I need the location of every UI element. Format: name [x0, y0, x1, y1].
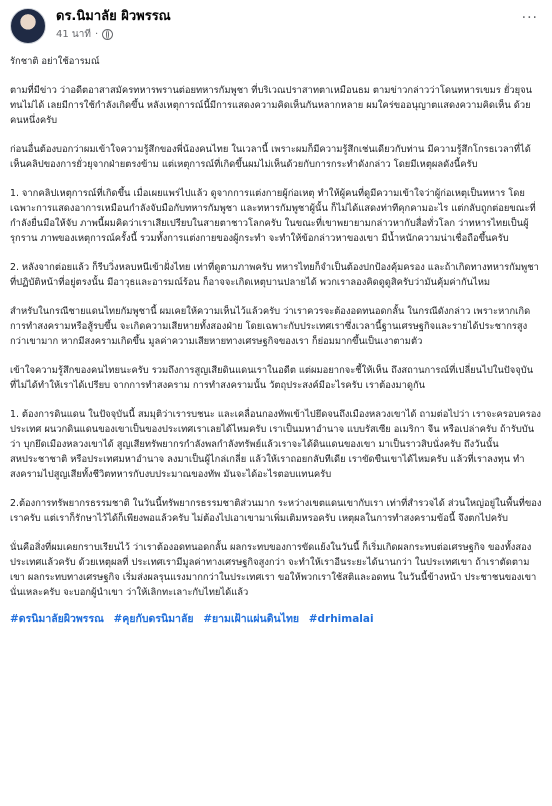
- post-body: [10, 54, 542, 600]
- post-paragraph: 2.ต้องการทรัพยากรธรรมชาติ ในวันนี้ทรัพยากรธรรมชาติส่วนมาก ระหว่างเขตแดนเขากับเรา เท่าที่สำรวจได้ ส่วนใหญ่อยู่ในพื้นที่ของเราครับ แต่เราก็รักษาไว้ได้ก็เพียงพอแล้วครับ ไม่ต้องไปเอาเขามาเพิ่มเติมหรอครับ เหตุผลในการทำสงครามข้อนี้ จึงตกไปครับ: [10, 498, 542, 524]
- avatar[interactable]: [10, 8, 46, 44]
- separator-dot: ·: [94, 29, 99, 40]
- hashtags: [10, 610, 542, 627]
- hashtag-link[interactable]: #drhimalai: [308, 613, 374, 625]
- post-paragraph: 1. จากคลิปเหตุการณ์ที่เกิดขึ้น เมื่อเผยแพร่ไปแล้ว ดูจากการแต่งกายผู้ก่อเหตุ ทำให้ผู้คนที่ดูมีความเข้าใจว่าผู้ก่อเหตุเป็นทหาร โดยเฉพาะการแสดงอาการเหมือนกำลังจับมือกับทหารกัมพูชา และทหารกัมพูชาผู้นั้น ก็ไม่ได้แสดงท่าทีคุกคามอะไร แต่กลับถูกต่อยขณะที่กำลังยื่นมือให้จับ ภาพนี้ผมคิดว่าเราเสียเปรียบในสายตาชาวโลกครับ ในขณะที่เขาพยายามกล่าวหากับสื่อทั่วโลก ว่าทหารไทยเป็นผู้รุกราน ภาพของเหตุการณ์ครั้งนี้ รวมทั้งการแต่งกายของผู้กระทำ จะทำให้ข้อกล่าวหาของเขา มีน้ำหนักความน่าเชื่อถือขึ้นครับ: [10, 188, 536, 244]
- more-options-icon[interactable]: ···: [521, 10, 538, 26]
- author-block: [56, 8, 171, 42]
- post-meta: [56, 27, 171, 42]
- post-paragraph: ตามที่มีข่าว ว่าอดีตอาสาสมัครทหารพรานต่อยทหารกัมพูชา ที่บริเวณปราสาทตาเหมือนธม ตามข่าวกล่าวว่าโดนทหารเขมร ยั่วยุจนทนไม่ได้ เลยมีการใช้กำลังเกิดขึ้น หลังเหตุการณ์นี้มีการแสดงความคิดเห็นกันหลากหลาย ผมใคร่ขออนุญาตแสดงความคิดเห็น ด้วยคนหนึ่งครับ: [10, 85, 532, 126]
- post-time[interactable]: 41 นาที: [56, 29, 91, 40]
- hashtag-link[interactable]: #ยามเฝ้าแผ่นดินไทย: [203, 613, 300, 625]
- post-paragraph: รักชาติ อย่าใช้อารมณ์: [10, 56, 100, 67]
- hashtag-link[interactable]: #คุยกับดรนิมาลัย: [113, 613, 194, 625]
- author-name[interactable]: ดร.นิมาลัย ผิวพรรณ: [56, 9, 171, 24]
- post-paragraph: ก่อนอื่นต้องบอกว่าผมเข้าใจความรู้สึกของพี่น้องคนไทย ในเวลานี้ เพราะผมก็มีความรู้สึกเช่นเดียวกับท่าน มีความรู้สึกโกรธเวลาที่ได้เห็นคลิปของการยั่วยุจากฝ่ายตรงข้าม แต่เหตุการณ์ที่เกิดขึ้นผมไม่เห็นด้วยกับการกระทำดังกล่าว โดยมีเหตุผลดังนี้ครับ: [10, 144, 531, 170]
- post-paragraph: 2. หลังจากต่อยแล้ว ก็รีบวิ่งหลบหนีเข้าฝั่งไทย เท่าที่ดูตามภาพครับ ทหารไทยก็จำเป็นต้องปกป้องคุ้มครอง และถ้าเกิดทางทหารกัมพูชา ที่ปฏิบัติหน้าที่อยู่ตรงนั้น มีอาวุธและอารมณ์ร้อน ก็อาจจะเกิดเหตุบานปลายได้ พวกเราลองคิดดูดูสิครับว่ามันคุ้มค่ากันไหม: [10, 262, 539, 288]
- post-paragraph: เข้าใจความรู้สึกของคนไทยนะครับ รวมถึงการสูญเสียดินแดนเราในอดีต แต่ผมอยากจะชี้ให้เห็น ถึงสถานการณ์ที่เปลี่ยนไปในปัจจุบัน ที่ไม่ได้ทำให้เราได้เปรียบ จากการทำสงคราม การทำสงครามนั้น วัตถุประสงค์มีอะไรครับ เราต้องมาดูกัน: [10, 365, 534, 391]
- globe-icon: [102, 29, 113, 40]
- hashtag-link[interactable]: #ดรนิมาลัยผิวพรรณ: [10, 613, 104, 625]
- post-header: [10, 8, 542, 54]
- post-paragraph: นั่นคือสิ่งที่ผมเคยกราบเรียนไว้ ว่าเราต้องอดทนอดกลั้น ผลกระทบของการขัดแย้งในวันนี้ ก็เริ่มเกิดผลกระทบต่อเศรษฐกิจ ของทั้งสองประเทศแล้วครับ ด้วยเหตุผลที่ ประเทศเรามีมูลค่าทางเศรษฐกิจสูงกว่า จะทำให้เราอีนระยะได้นานกว่า ในประเทศเขา ถ้าเราตัดตามเขา ผลกระทบทางเศรษฐกิจ เริ่มส่งผลรุนแรงมากกว่าในประเทศเรา ขอให้พวกเราใช้สติและอดทน ในวันนี้ข้างหน้า ประชาชนของเขานั่นเหละครับ จะบอกผู้นำเขา ว่าให้เลิกทะเลาะกับไทยได้แล้ว: [10, 542, 537, 598]
- post-paragraph: 1. ต้องการดินแดน ในปัจจุบันนี้ สมมุติว่าเรารบชนะ และเคลื่อนกองทัพเข้าไปยึดจนถึงเมืองหลวงเขาได้ ถามต่อไปว่า เราจะครอบครองประเทศ ผนวกดินแดนของเขาเป็นของประเทศเราเลยได้ไหมครับ เราเป็นมหาอำนาจ แบบรัสเซีย อเมริกา จีน หรือเปล่าครับ ถ้ารับบันว่า บุกยึดเมืองหลวงเขาได้ สูญเสียทรัพยากรกำลังพลกำลังทรัพย์แล้วเราจะได้ดินแดนของเขา มาเป็นราวสิบนั่งครับ ถึงวันนั้น สหประชาชาติ หรือประเทศมหาอำนาจ ลงมาเป็นผู้ไกล่เกลี่ย แล้วให้เราถอยกลับทีเดีย เราขัดขืนเขาได้ไหมครับ แล้วที่เราลงทุน ทำสงครามไปสูญเสียทั้งชีวิตทหารกับงบประมาณของทัพ มันจะได้อะไรตอบแทนครับ: [10, 409, 541, 480]
- post-paragraph: สำหรับในกรณีชายแดนไทยกัมพูชานี้ ผมเคยให้ความเห็นไว้แล้วครับ ว่าเราควรจะต้องอดทนอดกลั้น ในกรณีดังกล่าว เพราะหากเกิดการทำสงครามหรือสู้รบขึ้น จะเกิดความเสียหายทั้งสองฝ่าย โดยเฉพาะกับประเทศเราซึ่งเวลานี้ฐานเศรษฐกิจและรายได้ประชากรสูงกว่าเขามาก หากมีสงครามเกิดขึ้น มูลค่าความเสียหายทางเศรษฐกิจของเรา ก็ย่อมมากขึ้นเป็นเงาตามตัว: [10, 306, 531, 347]
